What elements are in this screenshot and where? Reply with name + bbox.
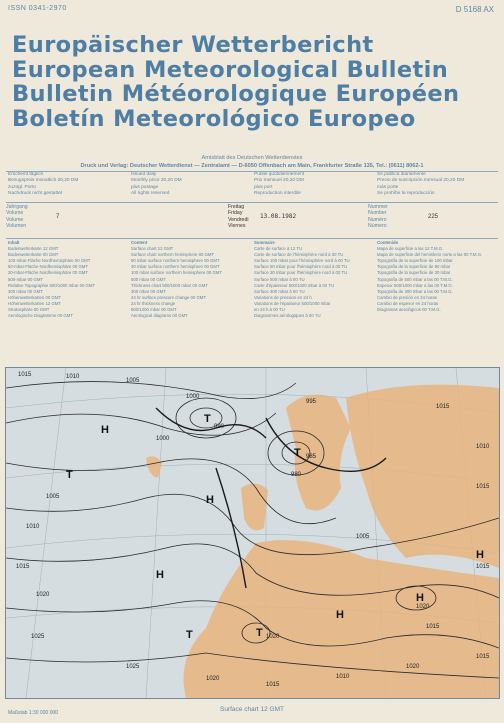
- volume-label: Volume: [6, 216, 24, 223]
- isobar-label: 1025: [31, 634, 45, 640]
- legend-item: Surface 30 mbar pour l'hémisphère nord à 00 TU: [254, 270, 348, 276]
- pressure-center-label: H: [101, 424, 109, 436]
- info-line: Nachdruck nicht gestattet: [8, 190, 63, 196]
- publisher-line: Druck und Verlag: Deutscher Wetterdienst — Zentralamt — D-6050 Offenbach am Main, Frankfurter Straße 135, Tel.: (0611) 8062-1: [80, 163, 424, 169]
- number-label: Numéro: [368, 216, 387, 223]
- legend-column: [6, 240, 129, 319]
- isobar-label: 1005: [46, 494, 60, 500]
- isobar-label: 1020: [36, 592, 50, 598]
- legend-item: Aerologische Diagramme 00 GMT: [8, 313, 73, 319]
- legend-item: Bodenwetterkarte 00 GMT: [8, 252, 59, 258]
- contents-legend: [6, 240, 498, 319]
- legend-item: Mapa de superficie del hemisferio norte a las 00 T.M.G.: [377, 252, 483, 258]
- legend-item: Carte de surface à 12 TU: [254, 246, 303, 252]
- info-line: Reproduction interdite: [254, 190, 301, 196]
- legend-item: 50 mbar surface northern hemisphere 00 GMT: [131, 258, 220, 264]
- legend-item: Thickness chart 500/1000 mbar 00 GMT: [131, 282, 208, 288]
- isobar-label: 1015: [16, 564, 30, 570]
- pressure-center-label: H: [206, 494, 214, 506]
- legend-item: Topografía de la superficie de 30 mbar: [377, 270, 451, 276]
- legend-item: 24 hr surface pressure change 00 GMT: [131, 294, 206, 300]
- weekday-label: Viernes: [228, 223, 246, 230]
- date-value: 13.08.1982: [260, 213, 297, 220]
- legend-item: Surface chart northern hemisphere 00 GMT: [131, 252, 215, 258]
- land-masses: [146, 385, 499, 698]
- pressure-center-label: H: [416, 592, 424, 604]
- title-german: Europäischer Wetterbericht: [12, 32, 374, 58]
- info-column-spanish: [375, 172, 498, 197]
- isobar-label: 990: [214, 424, 225, 430]
- number-labels: [368, 204, 488, 230]
- legend-header: Content: [131, 240, 148, 245]
- title-spanish: Boletín Meteorológico Europeo: [12, 105, 416, 132]
- issue-date: [228, 204, 348, 230]
- legend-item: Diagrammes aérologiques à 00 TU: [254, 313, 321, 319]
- legend-item: Surface chart 12 GMT: [131, 246, 174, 252]
- info-line: Publié quotidiennement: [254, 172, 305, 177]
- isobar-label: 1015: [266, 682, 280, 688]
- legend-item: Stratosphäre 00 GMT: [8, 307, 50, 313]
- legend-item: Topografía de 300 mbar a las 00 T.M.G.: [377, 288, 453, 294]
- legend-item: 300 mbar 00 GMT: [8, 288, 43, 294]
- legend-item: Cambio de espesor en 24 horas: [377, 300, 439, 306]
- isobar-label: 1020: [206, 676, 220, 682]
- volume-labels: [6, 204, 166, 230]
- weekday-label: Vendredi: [228, 216, 249, 223]
- divider: [6, 238, 498, 239]
- legend-header: Contenido: [377, 240, 399, 245]
- isobar-label: 1010: [26, 524, 40, 530]
- legend-item: Relative Topographie 500/1000 mbar 00 GMT: [8, 282, 96, 288]
- title-block: [12, 33, 496, 131]
- volume-label: Jahrgang: [6, 204, 28, 210]
- legend-item: Topografía de la superficie de 100 mbar: [377, 258, 453, 264]
- isobar-label: 1015: [426, 624, 440, 630]
- legend-header: Inhalt: [8, 240, 20, 245]
- isobar-label: 995: [306, 399, 317, 405]
- isobar-label: 1025: [126, 664, 140, 670]
- legend-item: Aerological diagrams 00 GMT: [131, 313, 188, 319]
- pressure-center-label: T: [204, 413, 211, 425]
- legend-item: 30 mbar surface northern hemisphere 00 GMT: [131, 264, 220, 270]
- info-line: más porte: [377, 184, 399, 190]
- map-canvas: [6, 368, 499, 698]
- legend-item: Surface 500 mbar à 00 TU: [254, 276, 305, 282]
- legend-item: Höhenwetterkarten 00 GMT: [8, 294, 62, 300]
- title-french: Bulletin Météorologique Européen: [12, 81, 460, 107]
- isobar-label: 1000: [156, 436, 170, 442]
- info-column-english: [129, 172, 252, 197]
- number-value: 225: [428, 214, 439, 220]
- legend-item: Bodenwetterkarte 12 GMT: [8, 246, 59, 252]
- isobar-label: 1015: [476, 564, 490, 570]
- isobar-label: 1015: [436, 404, 450, 410]
- legend-item: Carte d'épaisseur 500/1000 mbar à 00 TU: [254, 282, 335, 288]
- legend-header: Sommaire: [254, 240, 275, 245]
- legend-item: Diagramas aerológicos 00 T.M.G.: [377, 307, 441, 313]
- info-line: Monthly price 20,20 DM: [131, 178, 182, 184]
- pressure-center-label: H: [156, 569, 164, 581]
- legend-item: 50-mbar-Fläche Nordhemisphäre 00 GMT: [8, 264, 89, 270]
- isobar-label: 1015: [18, 372, 32, 378]
- info-line: plus postage: [131, 184, 159, 190]
- legend-item: Surface 300 mbar à 00 TU: [254, 288, 305, 294]
- isobar-label: 1005: [356, 534, 370, 540]
- legend-item: Espesor 500/1000 mbar a las 00 T.M.G.: [377, 282, 453, 288]
- volume-label: Volume: [6, 210, 24, 217]
- weekday-label: Freitag: [228, 204, 245, 210]
- info-line: zuzügl. Porto: [8, 184, 36, 190]
- legend-column: [252, 240, 375, 319]
- legend-item: Carte de surface de l'hémisphère nord à 00 TU: [254, 252, 344, 258]
- volume-block: [6, 204, 498, 230]
- legend-item: Variations de l'épaisseur 500/1000 mbar: [254, 300, 331, 306]
- number-label: Number: [368, 210, 387, 217]
- pressure-center-label: T: [294, 447, 301, 459]
- isobar-label: 985: [306, 454, 317, 460]
- info-columns: [6, 172, 498, 197]
- pressure-center-label: T: [186, 629, 193, 641]
- isobar-label: 1020: [266, 634, 280, 640]
- isobar-label: 1015: [476, 484, 490, 490]
- legend-item: 500-mbar 00 GMT: [8, 276, 44, 282]
- legend-item: Surface 100 mbar pour l'hémisphère nord à 00 TU: [254, 258, 350, 264]
- pressure-center-label: T: [66, 469, 73, 481]
- legend-item: Mapa de superficie a las 12 T.M.G.: [377, 246, 444, 252]
- issn-number: ISSN 0341-2970: [8, 5, 67, 12]
- isobar-label: 1010: [336, 674, 350, 680]
- info-line: Issued daily: [131, 172, 157, 177]
- info-line: plus port: [254, 184, 273, 190]
- info-line: Se prohíbe la reproducción: [377, 190, 435, 196]
- weekday-label: Friday: [228, 210, 243, 217]
- legend-item: 100-mbar-Fläche Nordhemisphäre 00 GMT: [8, 258, 91, 264]
- legend-item: Surface 50 mbar pour l'hémisphère nord à 00 TU: [254, 264, 348, 270]
- volume-value: 7: [56, 214, 60, 220]
- isobar-label: 980: [291, 472, 302, 478]
- pressure-center-label: H: [476, 549, 484, 561]
- info-line: Prix mensuel 20,20 DM: [254, 178, 304, 184]
- divider: [6, 202, 498, 203]
- title-english: European Meteorological Bulletin: [12, 56, 449, 83]
- legend-item: Variations de pression en 24 h: [254, 294, 312, 300]
- pressure-center-label: T: [256, 627, 263, 639]
- legend-item: Höhenwetterkarten 12 GMT: [8, 300, 62, 306]
- legend-item: 30-mbar-Fläche Nordhemisphäre 00 GMT: [8, 270, 89, 276]
- info-column-french: [252, 172, 375, 197]
- info-line: Se publica diariamente: [377, 172, 426, 177]
- info-column-german: [6, 172, 129, 197]
- legend-item: 300 mbar 00 GMT: [131, 288, 166, 294]
- number-label: Número: [368, 223, 387, 230]
- legend-item: 100 mbar surface northern hemisphere 00 GMT: [131, 270, 222, 276]
- isobar-label: 1020: [406, 664, 420, 670]
- legend-item: Topografía de 500 mbar a las 00 T.M.G.: [377, 276, 453, 282]
- isobar-label: 1015: [476, 654, 490, 660]
- isobar-label: 1020: [416, 604, 430, 610]
- subtitle: Amtsblatt des Deutschen Wetterdienstes: [201, 155, 303, 161]
- pressure-center-label: H: [336, 609, 344, 621]
- isobar-label: 1010: [66, 374, 80, 380]
- legend-item: en 24 h à 00 TU: [254, 307, 285, 313]
- isobar-label: 1005: [126, 378, 140, 384]
- isobar-label: 1000: [186, 394, 200, 400]
- surface-weather-map: [5, 367, 500, 699]
- map-scale: Maßstab 1:30 000 000: [8, 710, 59, 716]
- volume-label: Volumen: [6, 223, 27, 230]
- document-number: D 5168 AX: [455, 5, 494, 14]
- legend-column: [375, 240, 498, 319]
- legend-item: Topografía de la superficie de 50 mbar: [377, 264, 451, 270]
- isobar-label: 1010: [476, 444, 490, 450]
- info-line: Precio de suscripción mensual 20,20 DM: [377, 178, 465, 184]
- info-line: Bezugspreis monatlich 20,20 DM: [8, 178, 79, 184]
- legend-item: 500 mbar 00 GMT: [131, 276, 166, 282]
- legend-item: Cambio de presión en 24 horas: [377, 294, 437, 300]
- number-label: Nummer: [368, 204, 388, 210]
- legend-item: 24 hr thickness change: [131, 300, 176, 306]
- legend-column: [129, 240, 252, 319]
- info-line: Erscheint täglich: [8, 172, 44, 177]
- map-caption: Surface chart 12 GMT: [220, 706, 284, 713]
- legend-item: 500/1000 mbar 00 GMT: [131, 307, 177, 313]
- info-line: All rights reserved: [131, 190, 170, 196]
